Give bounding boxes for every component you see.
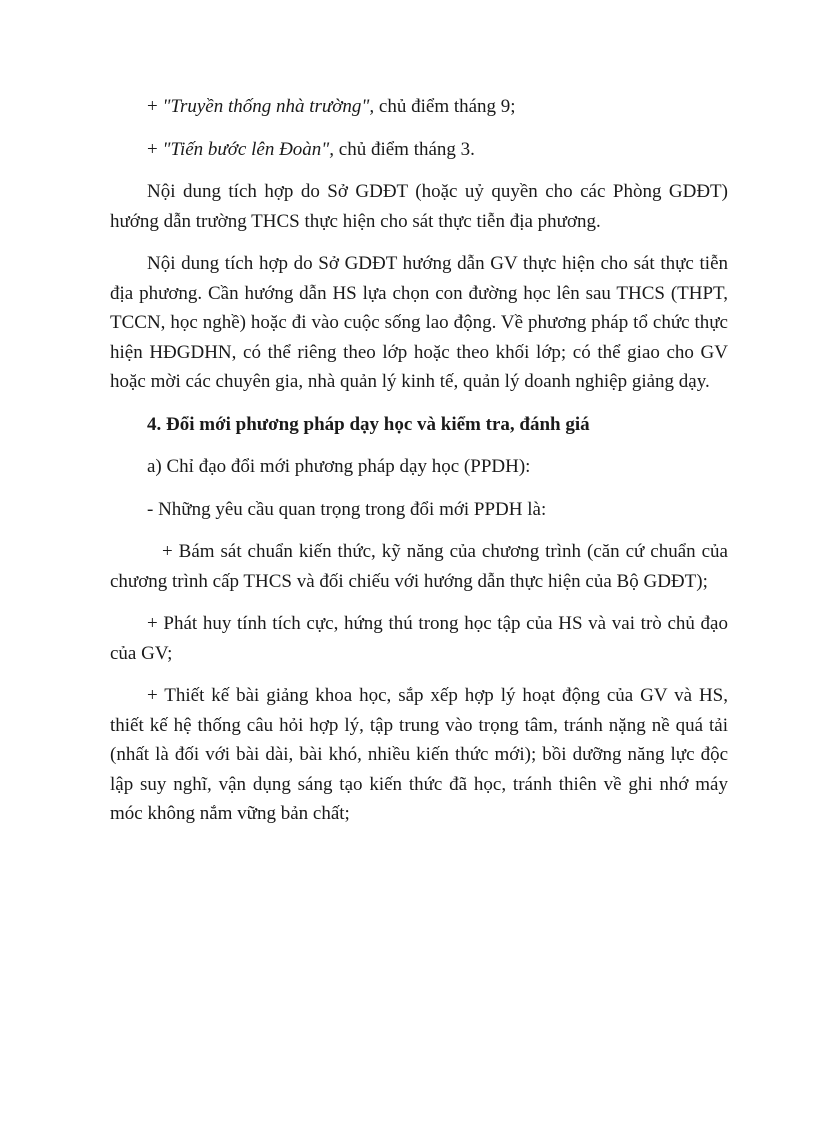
document-body — [110, 92, 728, 842]
requirements-intro: - Những yêu cầu quan trọng trong đổi mới PPDH là: — [147, 498, 547, 520]
paragraph-integration-content: Nội dung tích hợp do Sở GDĐT (hoặc uỷ quyền cho các Phòng GDĐT) hướng dẫn trường THCS thực hiện cho sát thực tiễn địa phương. — [110, 181, 728, 232]
requirement-item-1: + Bám sát chuẩn kiến thức, kỹ năng của chương trình (căn cứ chuẩn của chương trình cấp THCS và đối chiếu với hướng dẫn thực hiện của Bộ GDĐT); — [110, 541, 728, 592]
theme-name: "Tiến bước lên Đoàn", — [162, 138, 335, 160]
theme-line-september — [110, 92, 728, 122]
theme-name: "Truyền thống nhà trường", — [162, 96, 375, 117]
section-heading-4: 4. Đổi mới phương pháp dạy học và kiểm tra, đánh giá — [147, 413, 590, 435]
theme-line-march — [110, 135, 728, 165]
paragraph-career-guidance: Nội dung tích hợp do Sở GDĐT hướng dẫn GV thực hiện cho sát thực tiễn địa phương. Cần hướng dẫn HS lựa chọn con đường học lên sau THCS (THPT, TCCN, học nghề) hoặc đi vào cuộc sống lao động. Về phương pháp tổ chức thực hiện HĐGDHN, có thể riêng theo lớp hoặc theo khối lớp; có thể giao cho GV hoặc mời các chuyên gia, nhà quản lý kinh tế, quản lý doanh nghiệp giảng dạy. — [110, 253, 728, 392]
subsection-a: a) Chỉ đạo đổi mới phương pháp dạy học (PPDH): — [147, 456, 531, 477]
bullet-marker: + — [147, 96, 163, 117]
bullet-marker: + — [147, 138, 163, 160]
requirement-item-2: + Phát huy tính tích cực, hứng thú trong học tập của HS và vai trò chủ đạo của GV; — [110, 613, 728, 664]
requirement-item-3: + Thiết kế bài giảng khoa học, sắp xếp hợp lý hoạt động của GV và HS, thiết kế hệ thống câu hỏi hợp lý, tập trung vào trọng tâm, tránh nặng nề quá tải (nhất là đối với bài dài, bài khó, nhiều kiến thức mới); bồi dưỡng năng lực độc lập suy nghĩ, vận dụng sáng tạo kiến thức đã học, tránh thiên về ghi nhớ máy móc không nắm vững bản chất; — [110, 685, 728, 824]
theme-detail: chủ điểm tháng 3. — [334, 138, 475, 160]
theme-detail: chủ điểm tháng 9; — [374, 96, 516, 117]
